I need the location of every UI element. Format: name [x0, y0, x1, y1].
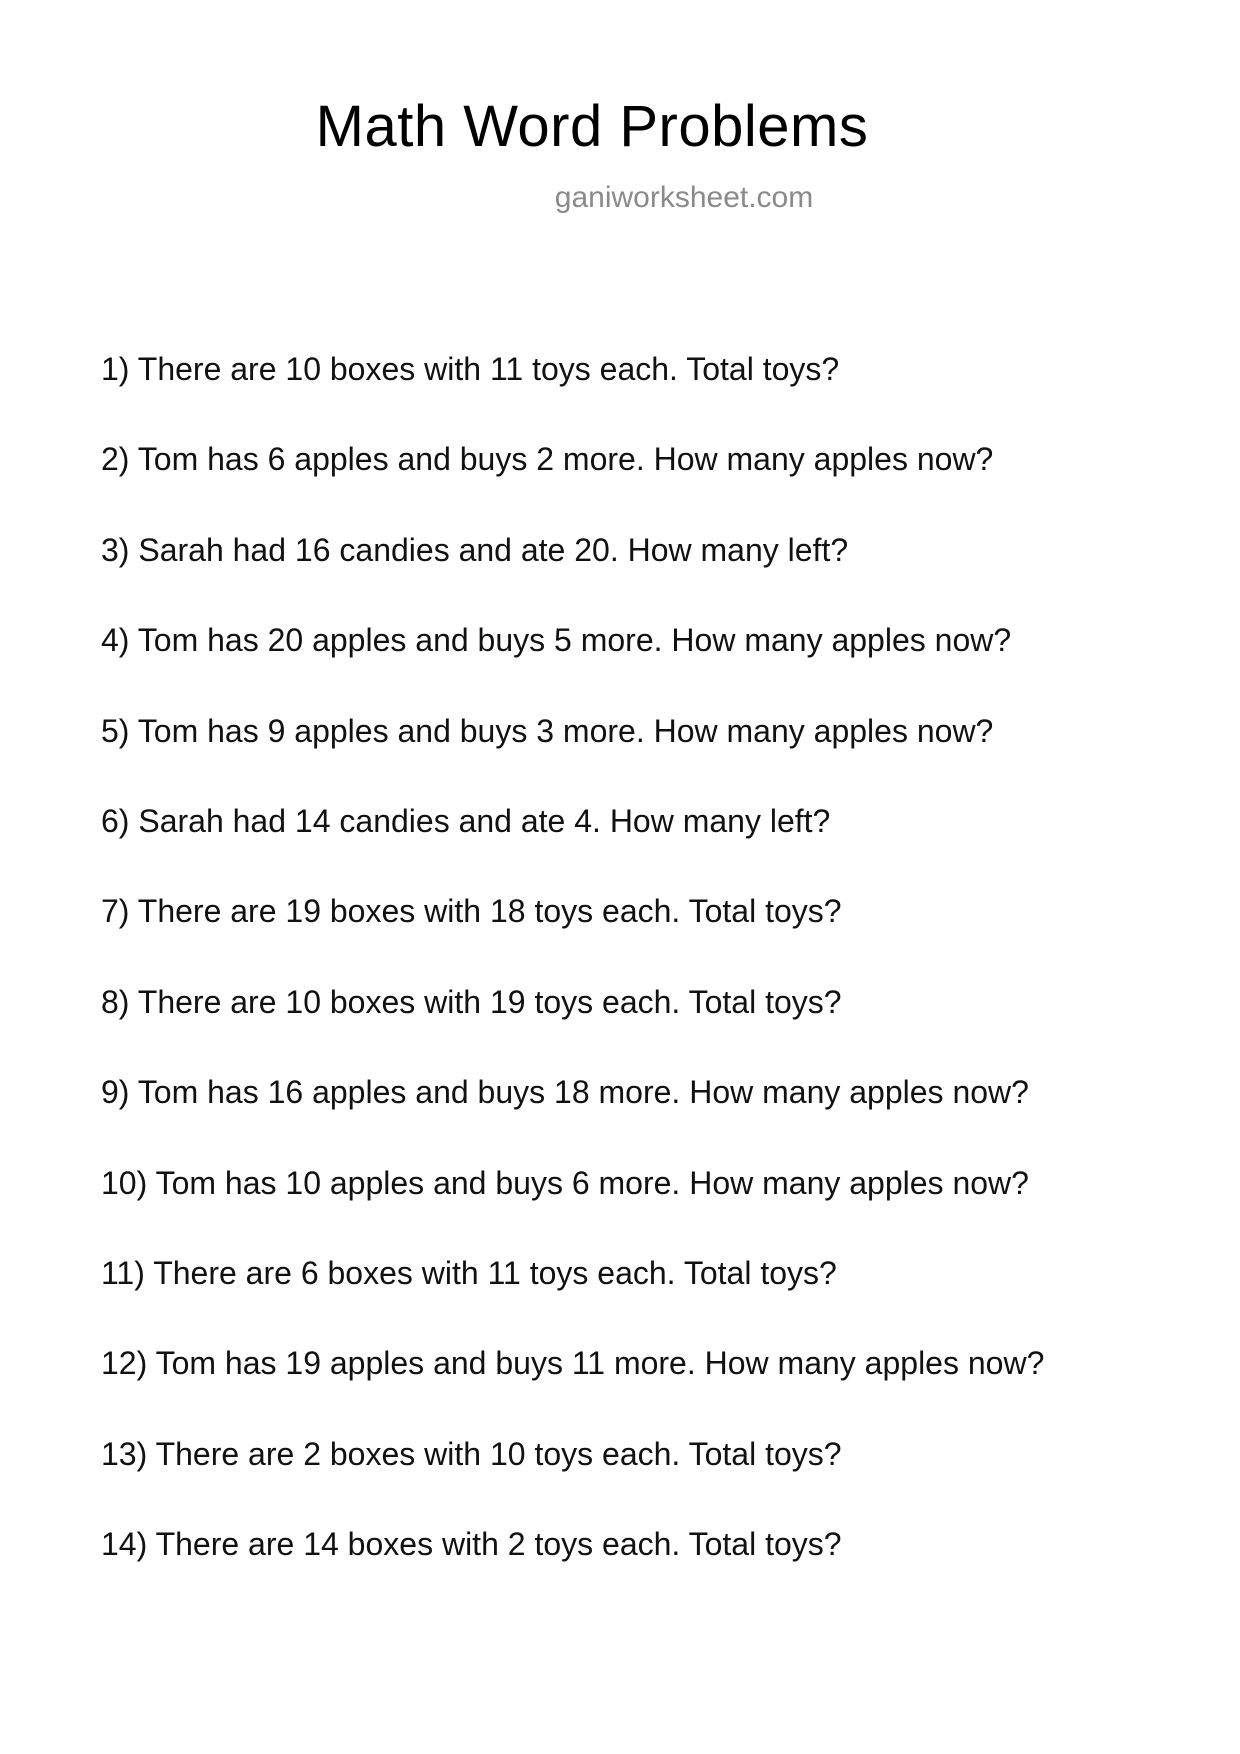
problem-item: 12) Tom has 19 apples and buys 11 more. How many apples now? — [101, 1345, 1045, 1382]
problem-item: 13) There are 2 boxes with 10 toys each. Total toys? — [101, 1435, 842, 1472]
problem-item: 5) Tom has 9 apples and buys 3 more. How many apples now? — [101, 712, 994, 749]
problem-item: 11) There are 6 boxes with 11 toys each. Total toys? — [101, 1254, 837, 1291]
problem-item: 1) There are 10 boxes with 11 toys each. Total toys? — [101, 351, 840, 387]
problem-item: 3) Sarah had 16 candies and ate 20. How many left? — [101, 531, 849, 568]
problem-item: 7) There are 19 boxes with 18 toys each. Total toys? — [101, 893, 842, 930]
problem-item: 8) There are 10 boxes with 19 toys each. Total toys? — [101, 983, 842, 1020]
problem-item: 14) There are 14 boxes with 2 toys each. Total toys? — [101, 1526, 842, 1563]
problem-item: 6) Sarah had 14 candies and ate 4. How many left? — [101, 802, 831, 839]
problem-item: 2) Tom has 6 apples and buys 2 more. How many apples now? — [101, 441, 994, 478]
problem-item: 9) Tom has 16 apples and buys 18 more. How many apples now? — [101, 1074, 1029, 1111]
problem-item: 4) Tom has 20 apples and buys 5 more. How many apples now? — [101, 622, 1012, 659]
problem-list — [101, 353, 1044, 1618]
site-credit: ganiworksheet.com — [554, 181, 814, 214]
page-title: Math Word Problems — [315, 94, 869, 159]
problem-item: 10) Tom has 10 apples and buys 6 more. How many apples now? — [101, 1164, 1029, 1201]
